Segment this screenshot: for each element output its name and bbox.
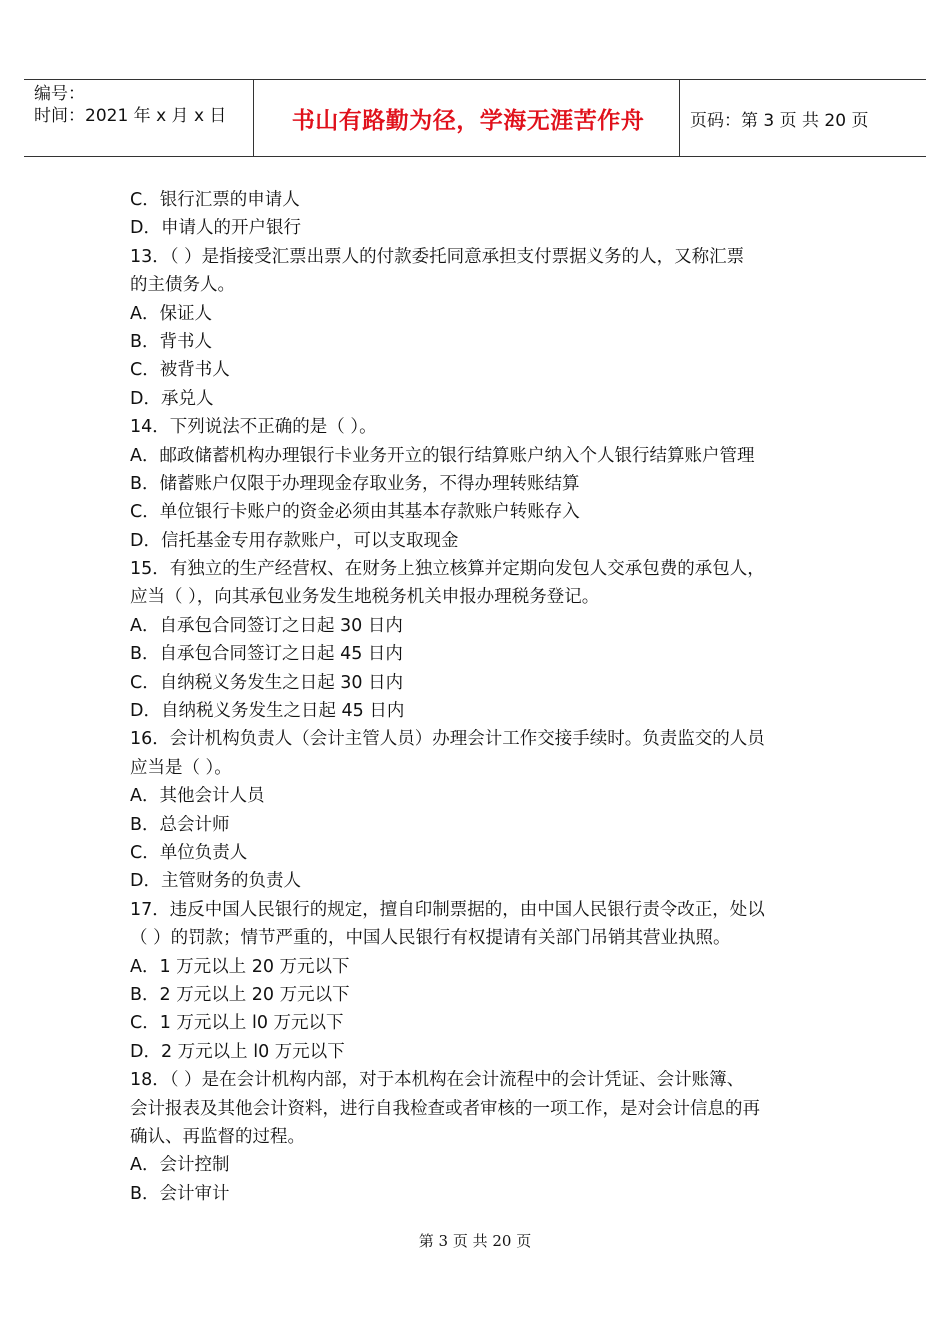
text-line: C．银行汇票的申请人 xyxy=(130,190,300,210)
text-line: 应当是（ ）。 xyxy=(130,757,232,778)
text-line: D．承兑人 xyxy=(130,388,214,409)
header-motto: 书山有路勤为径，学海无涯苦作舟 xyxy=(291,107,645,134)
text-line: B．2 万元以上 20 万元以下 xyxy=(130,984,350,1005)
text-line: D．自纳税义务发生之日起 45 日内 xyxy=(130,701,405,722)
header-divider xyxy=(679,80,680,156)
text-line: B．会计审计 xyxy=(130,1183,230,1204)
text-line: C．单位负责人 xyxy=(130,842,248,863)
text-line: A．保证人 xyxy=(130,303,212,324)
text-line: D．信托基金专用存款账户，可以支取现金 xyxy=(130,530,459,551)
text-line: A．会计控制 xyxy=(130,1155,230,1176)
text-line: 确认、再监督的过程。 xyxy=(130,1126,305,1147)
text-line: 15．有独立的生产经营权、在财务上独立核算并定期向发包人交承包费的承包人， xyxy=(130,559,765,580)
text-line: 18．（ ）是在会计机构内部，对于本机构在会计流程中的会计凭证、会计账簿、 xyxy=(130,1070,745,1091)
number-label: 编号： xyxy=(34,84,85,104)
text-line: 13．（ ）是指接受汇票出票人的付款委托同意承担支付票据义务的人，又称汇票 xyxy=(130,246,745,267)
text-line: A．自承包合同签订之日起 30 日内 xyxy=(130,615,403,636)
text-line: 应当（ ），向其承包业务发生地税务机关申报办理税务登记。 xyxy=(130,587,600,608)
text-line: 17．违反中国人民银行的规定，擅自印制票据的，由中国人民银行责令改正，处以 xyxy=(130,899,765,920)
text-line: C．被背书人 xyxy=(130,360,230,381)
text-line: A．其他会计人员 xyxy=(130,786,265,807)
text-line: B．储蓄账户仅限于办理现金存取业务，不得办理转账结算 xyxy=(130,473,580,494)
text-line: C．自纳税义务发生之日起 30 日内 xyxy=(130,672,404,693)
header-divider xyxy=(253,80,254,156)
text-line: C．单位银行卡账户的资金必须由其基本存款账户转账存入 xyxy=(130,502,580,523)
text-line: D．主管财务的负责人 xyxy=(130,871,301,892)
text-line: B．背书人 xyxy=(130,331,213,352)
text-line: D．申请人的开户银行 xyxy=(130,218,301,239)
text-line: 的主债务人。 xyxy=(130,275,235,296)
text-line: C．1 万元以上 l0 万元以下 xyxy=(130,1013,344,1034)
header-page-info: 页码：第 3 页 共 20 页 xyxy=(690,110,869,131)
text-line: A．邮政储蓄机构办理银行卡业务开立的银行结算账户纳入个人银行结算账户管理 xyxy=(130,445,755,466)
page-header xyxy=(24,79,926,157)
page-footer: 第 3 页 共 20 页 xyxy=(418,1232,532,1250)
text-line: 会计报表及其他会计资料，进行自我检查或者审核的一项工作，是对会计信息的再 xyxy=(130,1098,760,1119)
text-line: B．总会计师 xyxy=(130,814,230,835)
document-body xyxy=(130,186,830,1208)
text-line: A．1 万元以上 20 万元以下 xyxy=(130,956,350,977)
text-line: 16．会计机构负责人（会计主管人员）办理会计工作交接手续时。负责监交的人员 xyxy=(130,729,765,750)
text-line: （ ）的罚款；情节严重的，中国人民银行有权提请有关部门吊销其营业执照。 xyxy=(130,928,731,949)
text-line: D．2 万元以上 l0 万元以下 xyxy=(130,1041,345,1062)
text-line: B．自承包合同签订之日起 45 日内 xyxy=(130,644,403,665)
text-line: 14．下列说法不正确的是（ ）。 xyxy=(130,417,377,438)
header-meta xyxy=(34,83,226,127)
time-label: 时间：2021 年 x 月 x 日 xyxy=(34,106,227,126)
